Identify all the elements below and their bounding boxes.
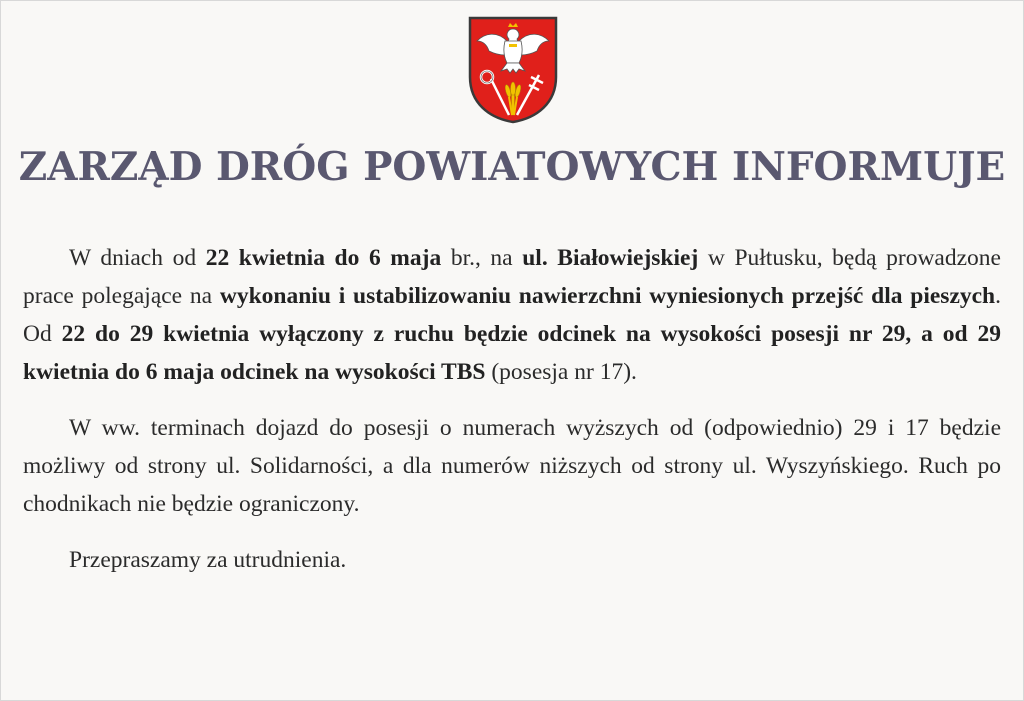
p1-text-5: (posesja nr 17). — [485, 359, 637, 385]
coat-of-arms-icon — [467, 15, 559, 125]
p1-bold-works: wykonaniu i ustabilizowaniu nawierzchni wyniesionych przejść dla pieszych — [219, 283, 996, 309]
p1-bold-street: ul. Białowiejskiej — [522, 245, 699, 271]
paragraph-closure-details — [23, 239, 1001, 391]
page-title: ZARZĄD DRÓG POWIATOWYCH INFORMUJE — [18, 144, 1006, 190]
p1-text-1: W dniach od — [69, 245, 206, 271]
p1-text-4: . Od — [23, 283, 1001, 347]
notice-body — [23, 239, 1001, 597]
paragraph-access-info: W ww. terminach dojazd do posesji o numerach wyższych od (odpowiednio) 29 i 17 będzie możliwy od strony ul. Solidarności, a dla numerów niższych od strony ul. Wyszyńskiego. Ruch po chodnikach nie będzie ograniczony. — [23, 415, 1001, 517]
p1-text-2: br., na — [441, 245, 523, 271]
p1-bold-closure: 22 do 29 kwietnia wyłączony z ruchu będzie odcinek na wysokości posesji nr 29, a od 29 kwietnia do 6 maja odcinek na wysokości TBS — [23, 321, 1001, 385]
p1-text-3: w Pułtusku, będą prowadzone prace polegające na — [23, 245, 1001, 309]
p1-bold-dates: 22 kwietnia do 6 maja — [205, 245, 442, 271]
paragraph-apology: Przepraszamy za utrudnienia. — [69, 547, 347, 573]
